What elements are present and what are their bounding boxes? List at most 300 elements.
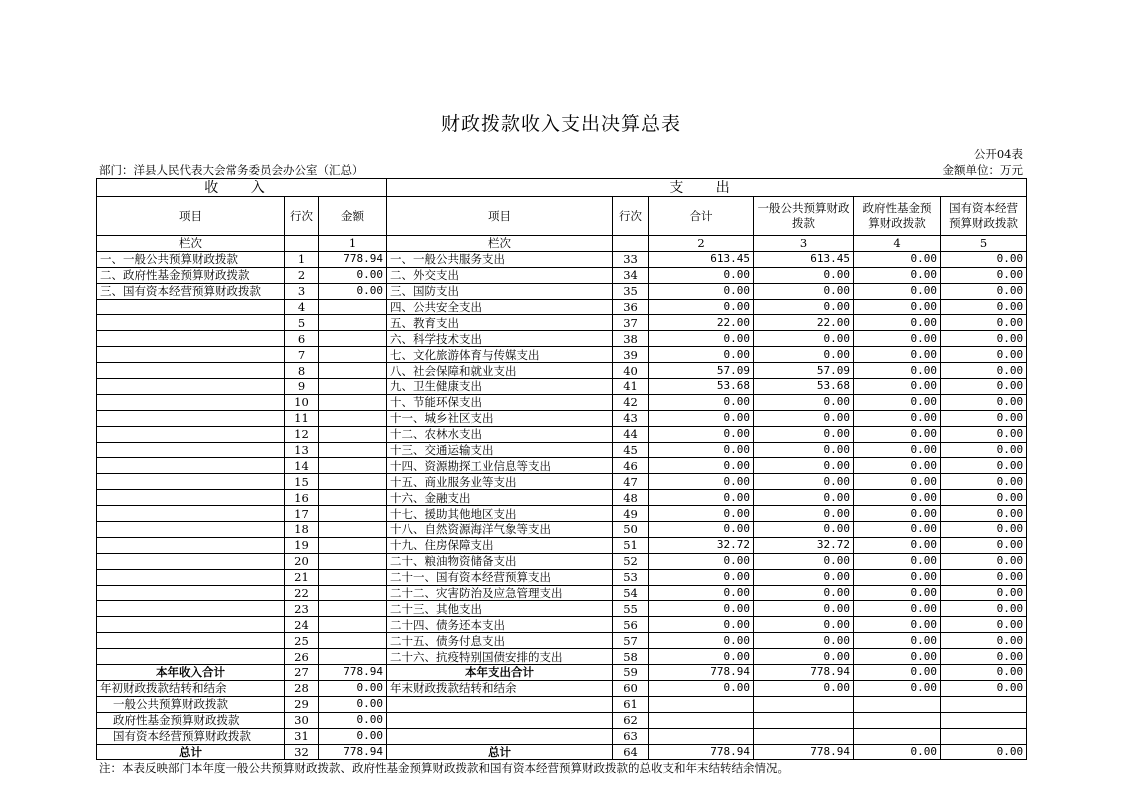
table-row: [97, 410, 1027, 426]
cell-income-line: 20: [285, 553, 319, 569]
cell-expense-line: 61: [613, 696, 649, 712]
cell-income-item: [97, 649, 285, 665]
cell-income-item: [97, 363, 285, 379]
cell-expense-line: 39: [613, 347, 649, 363]
cell-gov-fund: 0.00: [854, 331, 941, 347]
table-row: [97, 506, 1027, 522]
cell-general-budget: 0.00: [754, 426, 854, 442]
cell-gov-fund: 0.00: [854, 680, 941, 696]
cell-income-amount: [319, 522, 387, 538]
table-row: [97, 458, 1027, 474]
cell-expense-item: 二十一、国有资本经营预算支出: [387, 569, 613, 585]
cell-state-capital: 0.00: [941, 267, 1027, 283]
table-row: [97, 267, 1027, 283]
cell-general-budget: 778.94: [754, 665, 854, 681]
cell-gov-fund: 0.00: [854, 649, 941, 665]
cell-income-line: 23: [285, 601, 319, 617]
cell-general-budget: [754, 728, 854, 744]
table-row: [97, 474, 1027, 490]
cell-general-budget: 0.00: [754, 299, 854, 315]
section-income: 收 入: [97, 179, 387, 197]
cell-expense-line: 35: [613, 283, 649, 299]
cell-expense-total: 0.00: [649, 522, 754, 538]
cell-expense-total: 0.00: [649, 410, 754, 426]
cell-general-budget: 778.94: [754, 744, 854, 760]
form-number: 公开04表: [973, 147, 1023, 161]
cell-income-line: 16: [285, 490, 319, 506]
cell-income-item: 一、一般公共预算财政拨款: [97, 251, 285, 267]
table-row: [97, 665, 1027, 681]
cell-expense-total: 0.00: [649, 394, 754, 410]
cell-gov-fund: 0.00: [854, 410, 941, 426]
cell-income-item: [97, 553, 285, 569]
cell-income-amount: [319, 474, 387, 490]
cell-expense-line: 55: [613, 601, 649, 617]
cell-expense-line: 56: [613, 617, 649, 633]
cell-state-capital: 0.00: [941, 251, 1027, 267]
cell-gov-fund: 0.00: [854, 442, 941, 458]
cell-gov-fund: 0.00: [854, 569, 941, 585]
cell-expense-line: 52: [613, 553, 649, 569]
cell-expense-line: 41: [613, 379, 649, 395]
cell-expense-line: 60: [613, 680, 649, 696]
cell-income-amount: [319, 633, 387, 649]
cell-income-line: 1: [285, 251, 319, 267]
cell-income-item: 二、政府性基金预算财政拨款: [97, 267, 285, 283]
cell-income-item: [97, 633, 285, 649]
table-row: [97, 696, 1027, 712]
cell-income-line: 17: [285, 506, 319, 522]
cell-gov-fund: 0.00: [854, 363, 941, 379]
cell-expense-total: 32.72: [649, 537, 754, 553]
cell-state-capital: 0.00: [941, 553, 1027, 569]
cell-state-capital: 0.00: [941, 506, 1027, 522]
cell-expense-item: 总计: [387, 744, 613, 760]
cell-expense-item: 年末财政拨款结转和结余: [387, 680, 613, 696]
table-row: [97, 490, 1027, 506]
col-index-blank: [613, 236, 649, 252]
cell-expense-total: 0.00: [649, 474, 754, 490]
cell-state-capital: 0.00: [941, 601, 1027, 617]
cell-general-budget: 0.00: [754, 410, 854, 426]
cell-expense-line: 58: [613, 649, 649, 665]
cell-expense-item: 二、外交支出: [387, 267, 613, 283]
table-row: [97, 442, 1027, 458]
cell-state-capital: 0.00: [941, 299, 1027, 315]
cell-income-item: [97, 474, 285, 490]
cell-income-line: 3: [285, 283, 319, 299]
cell-expense-line: 47: [613, 474, 649, 490]
cell-expense-total: 0.00: [649, 601, 754, 617]
cell-income-line: 26: [285, 649, 319, 665]
cell-income-amount: [319, 458, 387, 474]
cell-gov-fund: 0.00: [854, 251, 941, 267]
cell-gov-fund: 0.00: [854, 299, 941, 315]
cell-general-budget: 0.00: [754, 442, 854, 458]
table-row: [97, 537, 1027, 553]
table-row: [97, 283, 1027, 299]
header-expense-line: 行次: [613, 197, 649, 236]
cell-gov-fund: 0.00: [854, 347, 941, 363]
cell-general-budget: 0.00: [754, 283, 854, 299]
header-state-capital: 国有资本经营预算财政拨款: [941, 197, 1027, 236]
cell-income-amount: 0.00: [319, 712, 387, 728]
cell-expense-line: 43: [613, 410, 649, 426]
cell-expense-line: 57: [613, 633, 649, 649]
section-header-row: [97, 179, 1027, 197]
cell-state-capital: 0.00: [941, 315, 1027, 331]
cell-expense-item: 十八、自然资源海洋气象等支出: [387, 522, 613, 538]
cell-expense-total: 613.45: [649, 251, 754, 267]
cell-gov-fund: 0.00: [854, 490, 941, 506]
cell-income-item: [97, 522, 285, 538]
cell-income-line: 31: [285, 728, 319, 744]
cell-state-capital: 0.00: [941, 649, 1027, 665]
cell-income-amount: 778.94: [319, 251, 387, 267]
cell-expense-line: 34: [613, 267, 649, 283]
cell-state-capital: 0.00: [941, 474, 1027, 490]
cell-expense-item: 十一、城乡社区支出: [387, 410, 613, 426]
cell-income-line: 18: [285, 522, 319, 538]
cell-gov-fund: 0.00: [854, 474, 941, 490]
cell-general-budget: 53.68: [754, 379, 854, 395]
cell-state-capital: [941, 712, 1027, 728]
header-expense-item: 项目: [387, 197, 613, 236]
cell-income-line: 30: [285, 712, 319, 728]
cell-income-amount: [319, 315, 387, 331]
cell-gov-fund: 0.00: [854, 665, 941, 681]
cell-gov-fund: 0.00: [854, 537, 941, 553]
cell-expense-line: 40: [613, 363, 649, 379]
cell-expense-item: 四、公共安全支出: [387, 299, 613, 315]
cell-income-amount: [319, 601, 387, 617]
cell-expense-total: 0.00: [649, 283, 754, 299]
cell-income-item: [97, 506, 285, 522]
header-expense-total: 合计: [649, 197, 754, 236]
cell-expense-total: 0.00: [649, 347, 754, 363]
cell-expense-item: 二十、粮油物资储备支出: [387, 553, 613, 569]
cell-income-line: 32: [285, 744, 319, 760]
cell-gov-fund: 0.00: [854, 744, 941, 760]
table-row: [97, 601, 1027, 617]
header-gov-fund: 政府性基金预算财政拨款: [854, 197, 941, 236]
cell-income-item: [97, 458, 285, 474]
col-index-2: 2: [649, 236, 754, 252]
cell-income-line: 25: [285, 633, 319, 649]
cell-expense-total: 0.00: [649, 633, 754, 649]
cell-expense-total: 0.00: [649, 426, 754, 442]
cell-state-capital: 0.00: [941, 379, 1027, 395]
cell-expense-line: 42: [613, 394, 649, 410]
cell-income-item: [97, 585, 285, 601]
cell-income-item: [97, 331, 285, 347]
cell-gov-fund: 0.00: [854, 553, 941, 569]
cell-income-amount: [319, 617, 387, 633]
cell-expense-total: 0.00: [649, 490, 754, 506]
footnote: 注：本表反映部门本年度一般公共预算财政拨款、政府性基金预算财政拨款和国有资本经营预算财政拨款的总收支和年末结转结余情况。: [99, 761, 789, 776]
cell-expense-total: 22.00: [649, 315, 754, 331]
cell-income-line: 9: [285, 379, 319, 395]
cell-income-item: [97, 537, 285, 553]
cell-income-amount: [319, 299, 387, 315]
cell-income-amount: 778.94: [319, 665, 387, 681]
cell-expense-line: 62: [613, 712, 649, 728]
cell-expense-total: 53.68: [649, 379, 754, 395]
col-index-3: 3: [754, 236, 854, 252]
cell-expense-total: 0.00: [649, 299, 754, 315]
cell-expense-item: [387, 696, 613, 712]
cell-state-capital: 0.00: [941, 394, 1027, 410]
cell-income-line: 14: [285, 458, 319, 474]
cell-general-budget: 0.00: [754, 347, 854, 363]
cell-income-amount: [319, 363, 387, 379]
cell-expense-item: [387, 712, 613, 728]
cell-expense-line: 36: [613, 299, 649, 315]
cell-income-item: [97, 426, 285, 442]
cell-income-line: 19: [285, 537, 319, 553]
table-row: [97, 712, 1027, 728]
cell-expense-item: 二十二、灾害防治及应急管理支出: [387, 585, 613, 601]
cell-general-budget: 0.00: [754, 680, 854, 696]
cell-expense-line: 46: [613, 458, 649, 474]
col-index-label: 栏次: [97, 236, 285, 252]
cell-income-line: 7: [285, 347, 319, 363]
cell-expense-total: 778.94: [649, 665, 754, 681]
table-row: [97, 251, 1027, 267]
table-row: [97, 347, 1027, 363]
cell-income-amount: [319, 331, 387, 347]
cell-income-line: 13: [285, 442, 319, 458]
cell-state-capital: 0.00: [941, 665, 1027, 681]
cell-expense-item: 十五、商业服务业等支出: [387, 474, 613, 490]
cell-general-budget: 0.00: [754, 506, 854, 522]
cell-expense-item: 十七、援助其他地区支出: [387, 506, 613, 522]
cell-expense-item: 十二、农林水支出: [387, 426, 613, 442]
cell-expense-line: 38: [613, 331, 649, 347]
cell-expense-total: [649, 696, 754, 712]
cell-expense-total: 0.00: [649, 506, 754, 522]
cell-gov-fund: [854, 712, 941, 728]
cell-gov-fund: 0.00: [854, 601, 941, 617]
cell-expense-item: 二十五、债务付息支出: [387, 633, 613, 649]
table-row: [97, 569, 1027, 585]
cell-expense-item: [387, 728, 613, 744]
column-number-row: [97, 236, 1027, 252]
cell-general-budget: 0.00: [754, 458, 854, 474]
cell-expense-total: 0.00: [649, 585, 754, 601]
header-general-budget: 一般公共预算财政拨款: [754, 197, 854, 236]
cell-expense-line: 54: [613, 585, 649, 601]
cell-general-budget: 32.72: [754, 537, 854, 553]
department-label: 部门：洋县人民代表大会常务委员会办公室（汇总）: [99, 163, 364, 177]
cell-state-capital: 0.00: [941, 537, 1027, 553]
cell-income-item: [97, 394, 285, 410]
col-index-1: 1: [319, 236, 387, 252]
cell-income-item: [97, 601, 285, 617]
cell-general-budget: 0.00: [754, 331, 854, 347]
table-row: [97, 617, 1027, 633]
cell-gov-fund: 0.00: [854, 283, 941, 299]
cell-state-capital: [941, 728, 1027, 744]
cell-income-amount: [319, 649, 387, 665]
cell-expense-total: [649, 712, 754, 728]
cell-income-item: 政府性基金预算财政拨款: [97, 712, 285, 728]
cell-expense-total: [649, 728, 754, 744]
cell-expense-item: 十、节能环保支出: [387, 394, 613, 410]
cell-expense-total: 0.00: [649, 649, 754, 665]
cell-gov-fund: 0.00: [854, 315, 941, 331]
cell-expense-item: 六、科学技术支出: [387, 331, 613, 347]
cell-expense-item: 十四、资源勘探工业信息等支出: [387, 458, 613, 474]
cell-expense-line: 64: [613, 744, 649, 760]
cell-state-capital: 0.00: [941, 617, 1027, 633]
cell-income-amount: [319, 379, 387, 395]
cell-state-capital: 0.00: [941, 347, 1027, 363]
cell-income-line: 4: [285, 299, 319, 315]
cell-income-amount: [319, 553, 387, 569]
cell-state-capital: 0.00: [941, 633, 1027, 649]
cell-income-amount: 0.00: [319, 283, 387, 299]
cell-income-amount: 0.00: [319, 267, 387, 283]
col-index-label: 栏次: [387, 236, 613, 252]
cell-income-item: 国有资本经营预算财政拨款: [97, 728, 285, 744]
cell-general-budget: 0.00: [754, 474, 854, 490]
cell-expense-line: 49: [613, 506, 649, 522]
cell-state-capital: [941, 696, 1027, 712]
table-row: [97, 426, 1027, 442]
cell-income-amount: [319, 569, 387, 585]
cell-expense-line: 50: [613, 522, 649, 538]
cell-income-amount: [319, 506, 387, 522]
cell-income-item: [97, 347, 285, 363]
cell-income-item: [97, 569, 285, 585]
report-sheet: [96, 110, 1026, 776]
cell-gov-fund: 0.00: [854, 585, 941, 601]
cell-expense-item: 三、国防支出: [387, 283, 613, 299]
cell-general-budget: 22.00: [754, 315, 854, 331]
table-row: [97, 649, 1027, 665]
cell-expense-item: 五、教育支出: [387, 315, 613, 331]
cell-expense-item: 一、一般公共服务支出: [387, 251, 613, 267]
cell-gov-fund: 0.00: [854, 633, 941, 649]
unit-label: 金额单位：万元: [942, 163, 1023, 177]
cell-income-line: 10: [285, 394, 319, 410]
cell-general-budget: 0.00: [754, 617, 854, 633]
cell-state-capital: 0.00: [941, 426, 1027, 442]
cell-general-budget: 613.45: [754, 251, 854, 267]
cell-expense-item: 九、卫生健康支出: [387, 379, 613, 395]
col-index-5: 5: [941, 236, 1027, 252]
cell-income-amount: 778.94: [319, 744, 387, 760]
cell-general-budget: 0.00: [754, 522, 854, 538]
cell-gov-fund: 0.00: [854, 617, 941, 633]
cell-expense-line: 44: [613, 426, 649, 442]
cell-income-amount: [319, 537, 387, 553]
cell-income-line: 6: [285, 331, 319, 347]
cell-general-budget: [754, 712, 854, 728]
table-row: [97, 522, 1027, 538]
cell-gov-fund: 0.00: [854, 426, 941, 442]
cell-income-amount: [319, 490, 387, 506]
header-income-line: 行次: [285, 197, 319, 236]
cell-state-capital: 0.00: [941, 744, 1027, 760]
col-index-blank: [285, 236, 319, 252]
header-income-amount: 金额: [319, 197, 387, 236]
cell-income-item: 本年收入合计: [97, 665, 285, 681]
cell-income-item: 一般公共预算财政拨款: [97, 696, 285, 712]
cell-expense-item: 二十六、抗疫特别国债安排的支出: [387, 649, 613, 665]
cell-income-item: 三、国有资本经营预算财政拨款: [97, 283, 285, 299]
table-row: [97, 363, 1027, 379]
cell-gov-fund: 0.00: [854, 394, 941, 410]
table-row: [97, 315, 1027, 331]
cell-income-item: [97, 410, 285, 426]
cell-gov-fund: 0.00: [854, 458, 941, 474]
cell-general-budget: 0.00: [754, 394, 854, 410]
cell-expense-total: 0.00: [649, 331, 754, 347]
table-row: [97, 728, 1027, 744]
table-row: [97, 553, 1027, 569]
cell-expense-line: 37: [613, 315, 649, 331]
cell-income-line: 28: [285, 680, 319, 696]
cell-income-line: 27: [285, 665, 319, 681]
cell-income-item: [97, 490, 285, 506]
cell-expense-total: 0.00: [649, 617, 754, 633]
cell-general-budget: 0.00: [754, 490, 854, 506]
cell-expense-total: 0.00: [649, 442, 754, 458]
cell-gov-fund: 0.00: [854, 267, 941, 283]
cell-state-capital: 0.00: [941, 490, 1027, 506]
cell-general-budget: 0.00: [754, 267, 854, 283]
cell-income-line: 2: [285, 267, 319, 283]
header-income-item: 项目: [97, 197, 285, 236]
cell-expense-item: 十三、交通运输支出: [387, 442, 613, 458]
report-title: 财政拨款收入支出决算总表: [440, 113, 681, 135]
cell-income-line: 8: [285, 363, 319, 379]
table-row: [97, 299, 1027, 315]
cell-expense-total: 0.00: [649, 680, 754, 696]
table-row: [97, 379, 1027, 395]
cell-expense-item: 二十三、其他支出: [387, 601, 613, 617]
cell-general-budget: 0.00: [754, 569, 854, 585]
table-row: [97, 633, 1027, 649]
cell-gov-fund: 0.00: [854, 522, 941, 538]
cell-income-amount: [319, 347, 387, 363]
cell-general-budget: 57.09: [754, 363, 854, 379]
cell-state-capital: 0.00: [941, 410, 1027, 426]
cell-income-line: 22: [285, 585, 319, 601]
cell-expense-line: 51: [613, 537, 649, 553]
cell-income-amount: 0.00: [319, 680, 387, 696]
cell-expense-item: 十六、金融支出: [387, 490, 613, 506]
cell-income-amount: [319, 585, 387, 601]
cell-expense-line: 48: [613, 490, 649, 506]
cell-gov-fund: [854, 728, 941, 744]
cell-expense-line: 45: [613, 442, 649, 458]
cell-income-line: 11: [285, 410, 319, 426]
cell-expense-total: 0.00: [649, 458, 754, 474]
cell-general-budget: [754, 696, 854, 712]
meta-line: [96, 162, 1026, 178]
cell-income-item: 年初财政拨款结转和结余: [97, 680, 285, 696]
cell-gov-fund: 0.00: [854, 506, 941, 522]
cell-expense-total: 0.00: [649, 569, 754, 585]
cell-expense-line: 33: [613, 251, 649, 267]
cell-income-line: 21: [285, 569, 319, 585]
cell-income-line: 15: [285, 474, 319, 490]
cell-state-capital: 0.00: [941, 458, 1027, 474]
cell-expense-item: 八、社会保障和就业支出: [387, 363, 613, 379]
